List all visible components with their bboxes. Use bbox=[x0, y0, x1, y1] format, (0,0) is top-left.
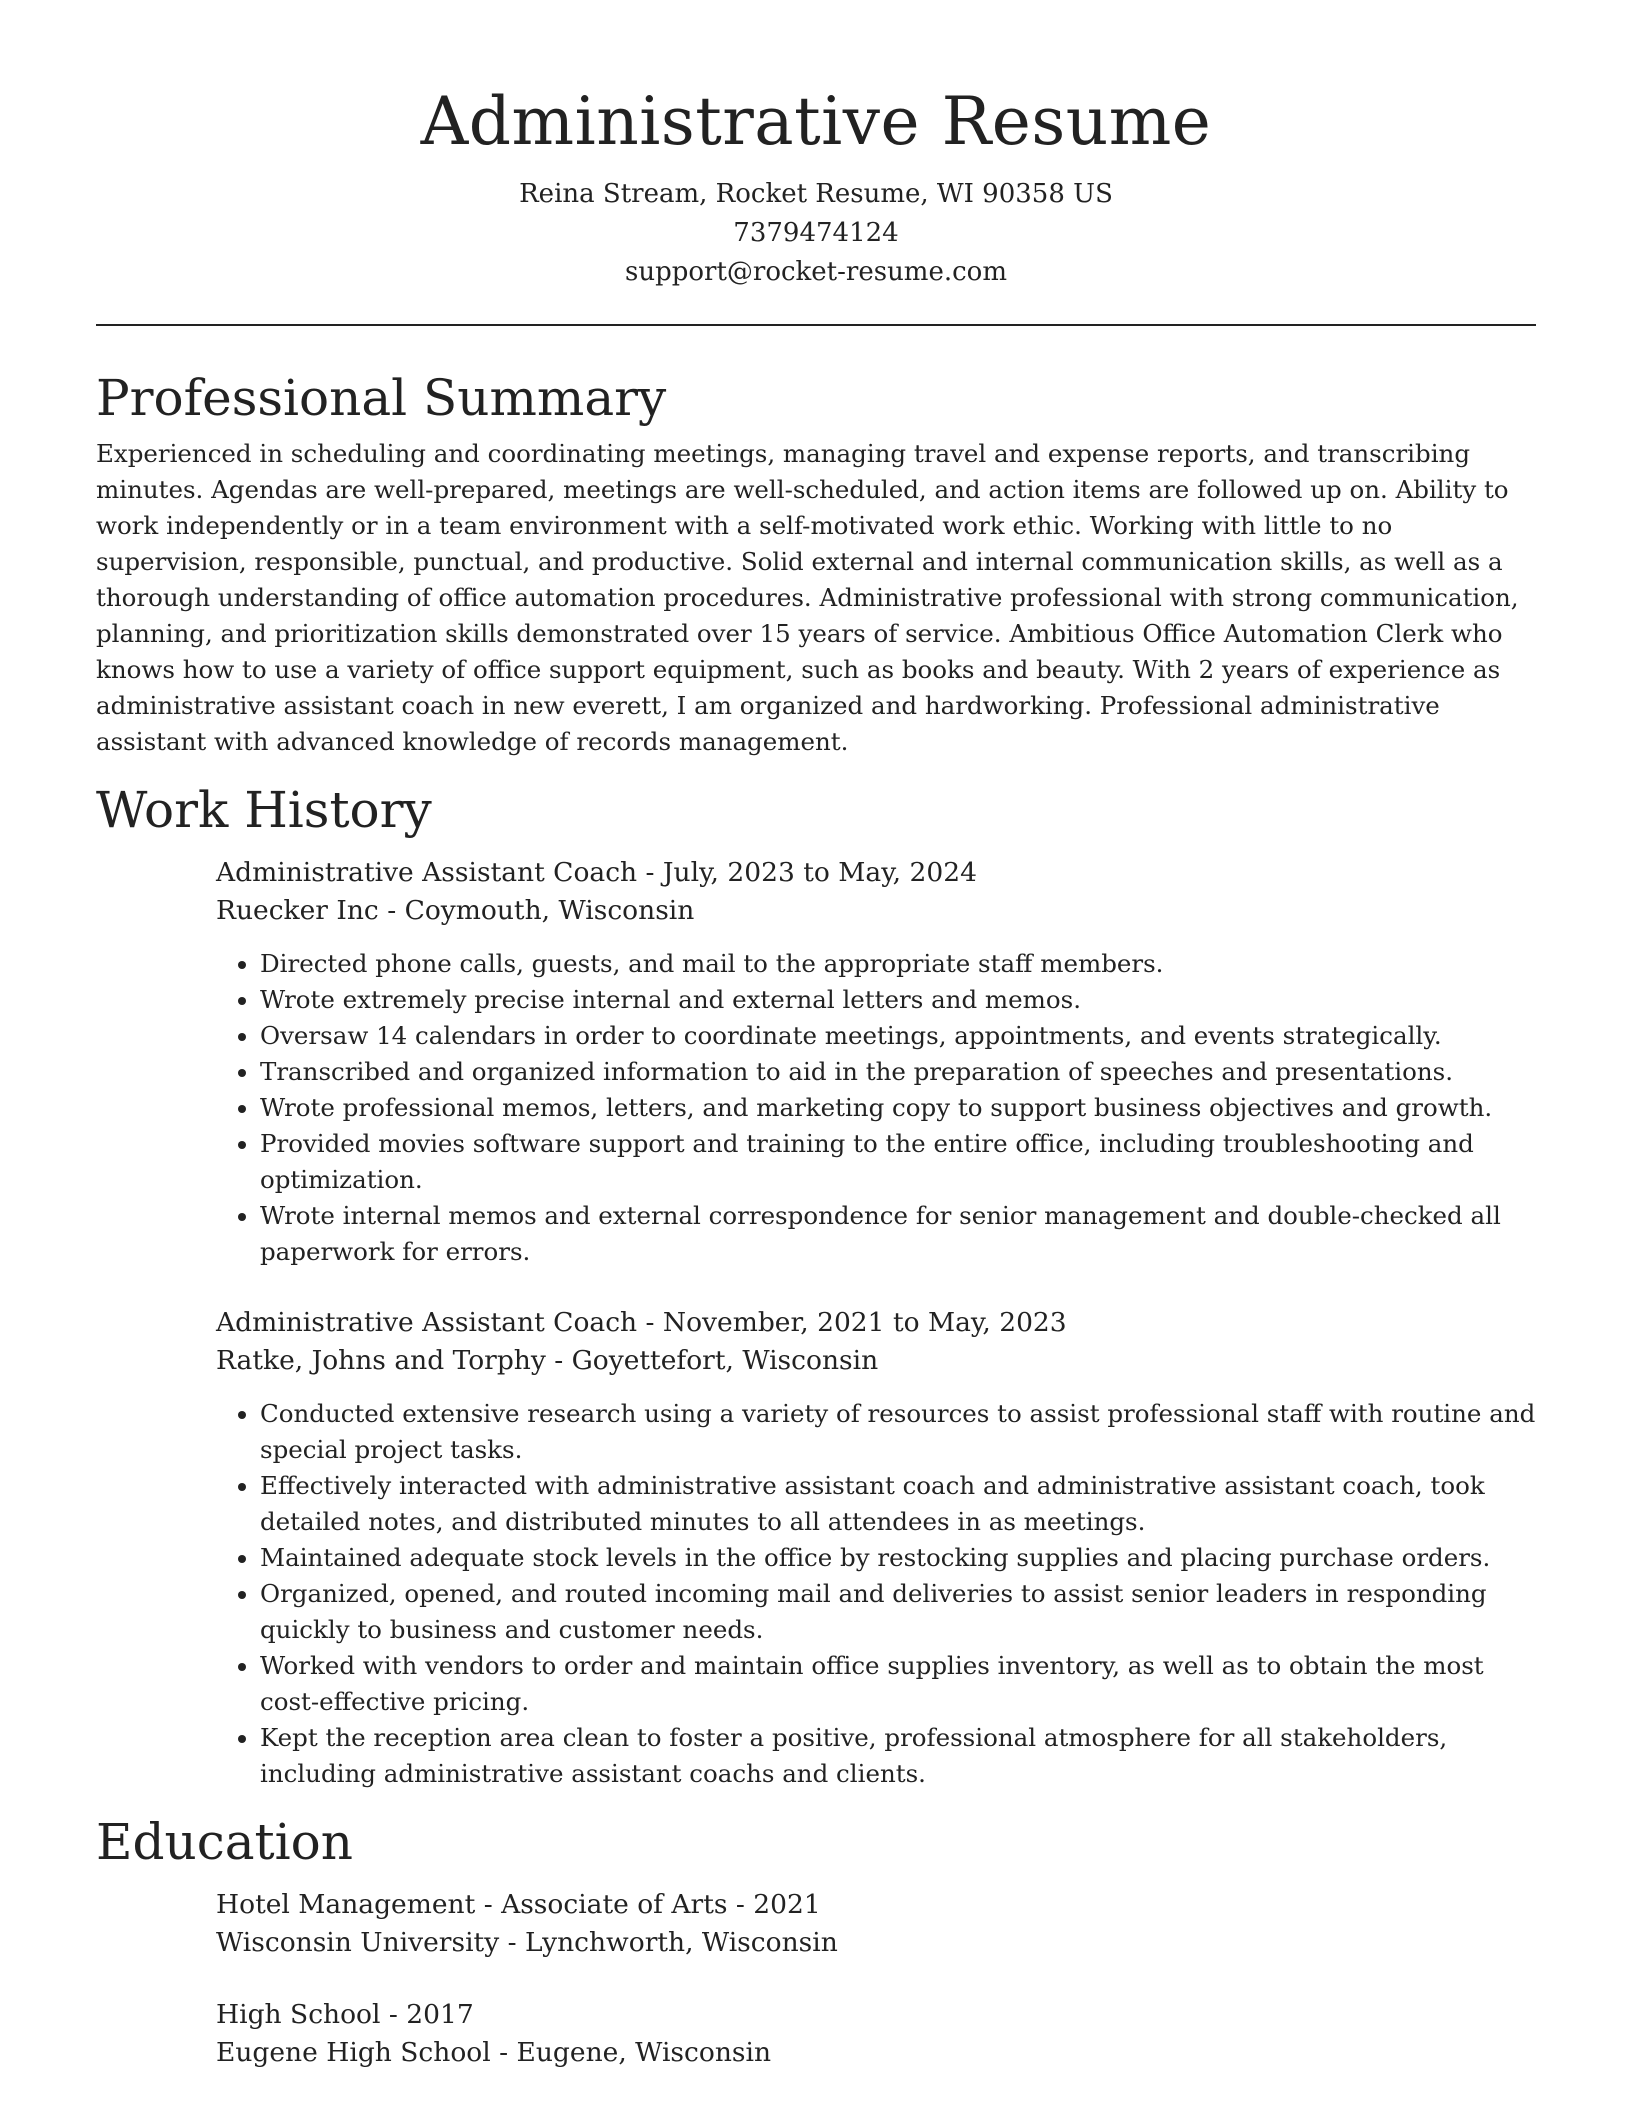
education-school-line bbox=[216, 2034, 1536, 2072]
duty-item: • Wrote internal memos and external correspondence for senior management and double-checked all paperwork for errors. bbox=[260, 1198, 1536, 1270]
job-company-line bbox=[216, 892, 1536, 930]
job-location: - Coymouth, Wisconsin bbox=[378, 895, 695, 927]
resume-header bbox=[96, 0, 1536, 292]
job-entry bbox=[216, 854, 1536, 1270]
duty-item: • Transcribed and organized information to aid in the preparation of speeches and presentations. bbox=[260, 1054, 1536, 1090]
summary-text: Experienced in scheduling and coordinating meetings, managing travel and expense reports, and transcribing minutes. Agendas are well-prepared, meetings are well-scheduled, and action items are followed up on. Ability to work independently or in a team environment with a self-motivated work ethic. Working with little to no supervision, responsible, punctual, and productive. Solid external and internal communication skills, as well as a thorough understanding of office automation procedures. Administrative professional with strong communication, planning, and prioritization skills demonstrated over 15 years of service. Ambitious Office Automation Clerk who knows how to use a variety of office support equipment, such as books and beauty. With 2 years of experience as administrative assistant coach in new everett, I am organized and hardworking. Professional administrative assistant with advanced knowledge of records management. bbox=[96, 439, 1519, 757]
education-school: Wisconsin University bbox=[216, 1927, 500, 1959]
duty-item: • Directed phone calls, guests, and mail to the appropriate staff members. bbox=[260, 946, 1536, 982]
job-title-line bbox=[216, 1304, 1536, 1342]
education-degree: Hotel Management - Associate of Arts - 2021 bbox=[216, 1889, 821, 1921]
work-history-heading: Work History bbox=[96, 781, 432, 840]
job-company: Ratke, Johns and Torphy bbox=[216, 1345, 546, 1377]
job-title: Administrative Assistant Coach bbox=[216, 1307, 638, 1339]
summary-section bbox=[96, 368, 1536, 760]
header-divider bbox=[96, 324, 1536, 326]
duty-item: • Conducted extensive research using a variety of resources to assist professional staff with routine and special project tasks. bbox=[260, 1396, 1536, 1468]
job-company: Ruecker Inc bbox=[216, 895, 379, 927]
education-section bbox=[96, 1812, 1536, 2072]
resume-title: Administrative Resume bbox=[420, 83, 1212, 160]
education-degree: High School - 2017 bbox=[216, 1999, 474, 2031]
duty-item: • Wrote professional memos, letters, and marketing copy to support business objectives and growth. bbox=[260, 1090, 1536, 1126]
education-entry bbox=[216, 1996, 1536, 2072]
job-dates: - July, 2023 to May, 2024 bbox=[637, 857, 977, 889]
education-location: - Eugene, Wisconsin bbox=[490, 2037, 772, 2069]
summary-heading: Professional Summary bbox=[96, 369, 667, 428]
job-duties-list bbox=[216, 946, 1536, 1270]
job-title-line bbox=[216, 854, 1536, 892]
contact-phone: 7379474124 bbox=[733, 218, 899, 249]
education-school: Eugene High School bbox=[216, 2037, 491, 2069]
job-duties-list bbox=[216, 1396, 1536, 1792]
education-entry bbox=[216, 1886, 1536, 1962]
contact-address: Reina Stream, Rocket Resume, WI 90358 US bbox=[519, 179, 1113, 210]
duty-item: • Organized, opened, and routed incoming mail and deliveries to assist senior leaders in responding quickly to business and customer needs. bbox=[260, 1576, 1536, 1648]
work-history-section bbox=[96, 780, 1536, 1792]
job-location: - Goyettefort, Wisconsin bbox=[545, 1345, 879, 1377]
duty-item: • Provided movies software support and training to the entire office, including troubleshooting and optimization. bbox=[260, 1126, 1536, 1198]
duty-item: • Oversaw 14 calendars in order to coordinate meetings, appointments, and events strategically. bbox=[260, 1018, 1536, 1054]
contact-info bbox=[96, 175, 1536, 292]
duty-item: • Wrote extremely precise internal and external letters and memos. bbox=[260, 982, 1536, 1018]
education-school-line bbox=[216, 1924, 1536, 1962]
duty-item: • Maintained adequate stock levels in the office by restocking supplies and placing purchase orders. bbox=[260, 1540, 1536, 1576]
job-dates: - November, 2021 to May, 2023 bbox=[637, 1307, 1067, 1339]
job-entry bbox=[216, 1304, 1536, 1792]
duty-item: • Effectively interacted with administrative assistant coach and administrative assistant coach, took detailed notes, and distributed minutes to all attendees in as meetings. bbox=[260, 1468, 1536, 1540]
resume-page bbox=[96, 0, 1536, 2072]
job-company-line bbox=[216, 1342, 1536, 1380]
contact-email: support@rocket-resume.com bbox=[624, 257, 1007, 288]
education-heading: Education bbox=[96, 1813, 353, 1872]
duty-item: • Worked with vendors to order and maintain office supplies inventory, as well as to obtain the most cost-effective pricing. bbox=[260, 1648, 1536, 1720]
job-title: Administrative Assistant Coach bbox=[216, 857, 638, 889]
duty-item: • Kept the reception area clean to foster a positive, professional atmosphere for all stakeholders, including administrative assistant coachs and clients. bbox=[260, 1720, 1536, 1792]
education-location: - Lynchworth, Wisconsin bbox=[499, 1927, 838, 1959]
